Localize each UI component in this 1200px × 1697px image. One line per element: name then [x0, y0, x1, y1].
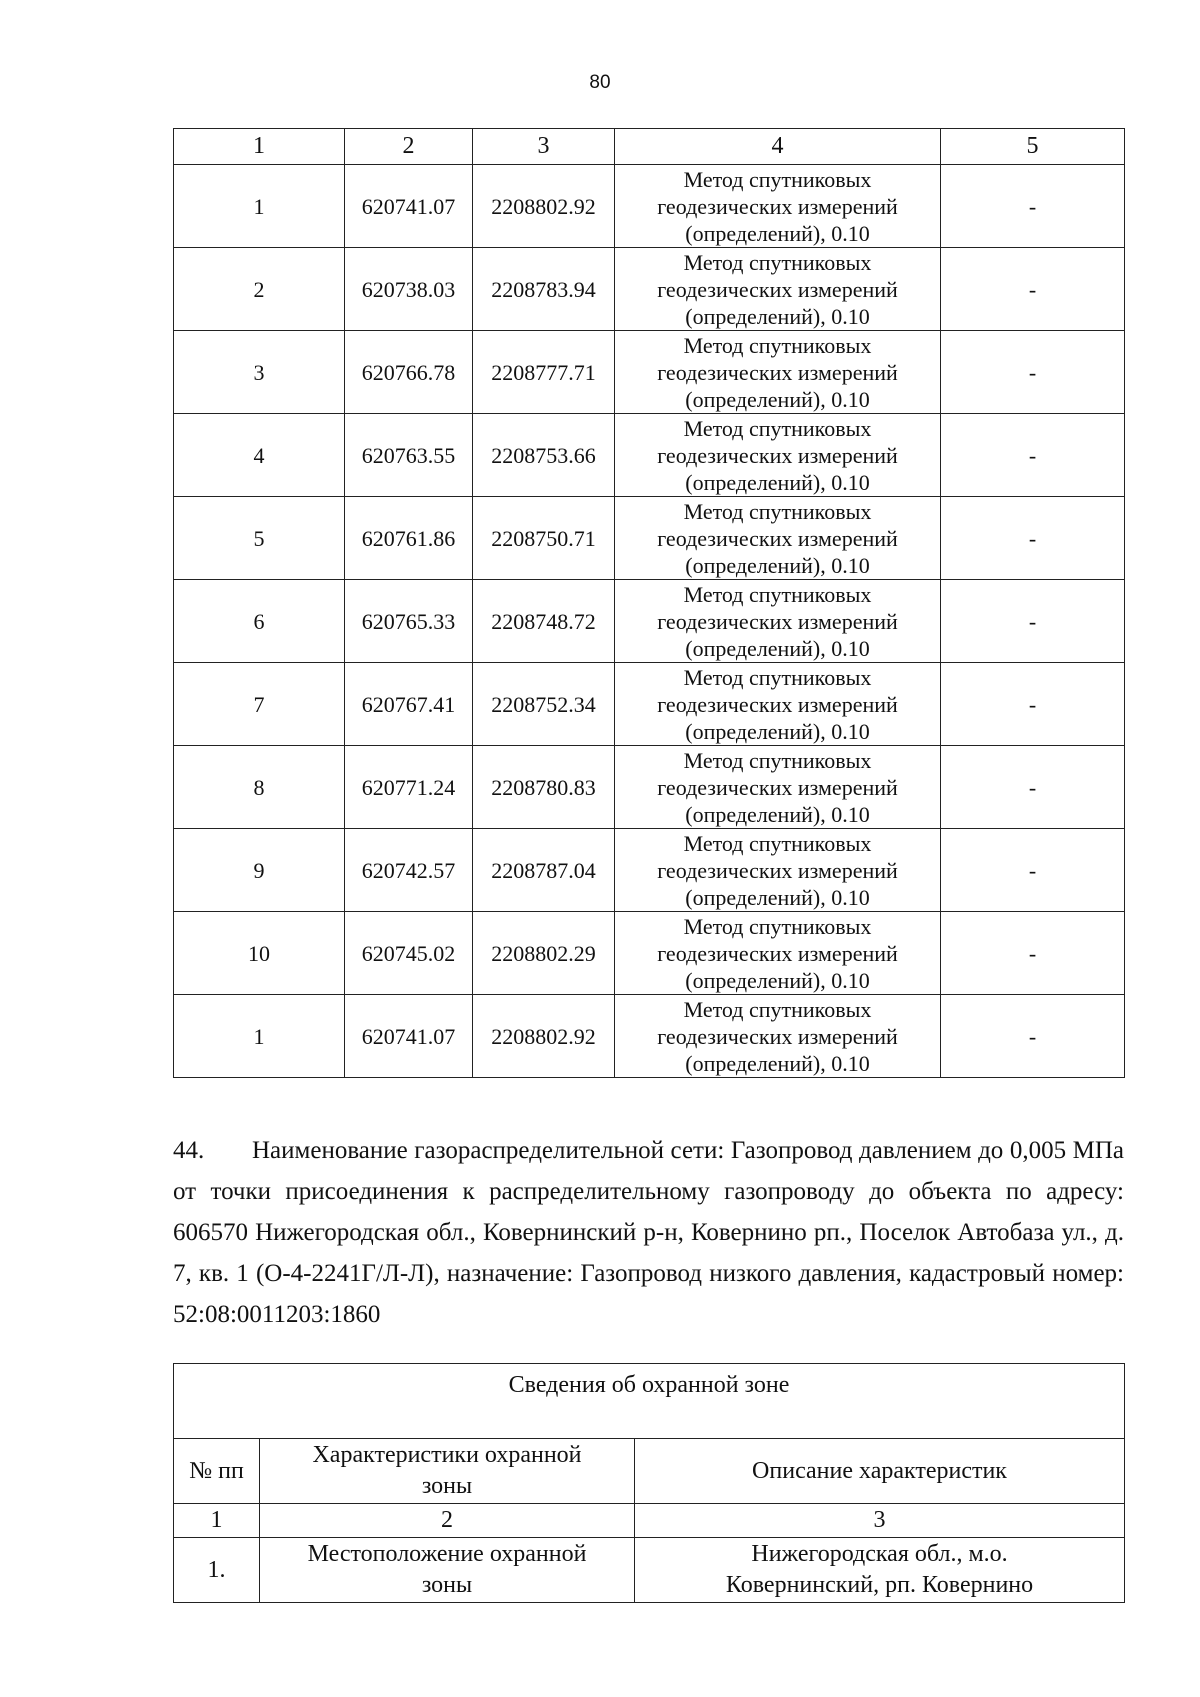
method-line: геодезических измерений — [657, 774, 898, 800]
point-number-cell: 5 — [174, 497, 345, 580]
method-line: геодезических измерений — [657, 442, 898, 468]
method-cell — [615, 995, 941, 1078]
method-line: Метод спутниковых — [683, 581, 872, 607]
method-cell — [615, 414, 941, 497]
method-line: геодезических измерений — [657, 940, 898, 966]
y-coordinate-cell: 2208802.92 — [473, 165, 615, 248]
y-coordinate-cell: 2208802.92 — [473, 995, 615, 1078]
zone-row-description-line: Нижегородская обл., м.о. — [751, 1541, 1008, 1567]
method-cell — [615, 580, 941, 663]
x-coordinate-cell: 620761.86 — [345, 497, 473, 580]
coordinates-header-row — [174, 129, 1125, 165]
section-text: Наименование газораспределительной сети: Газопровод давлением до 0,005 МПа от точки присоединения к распределительному газопроводу до объекта по адресу: 606570 Нижегородская обл., Ковернинский р-н, Ковернино рп., Поселок Автобаза ул., д. 7, кв. 1 (О-4-2241Г/Л-Л), назначение: Газопровод низкого давления, кадастровый номер: 52:08:0011203:1860 — [173, 1137, 1124, 1328]
method-line: (определений), 0.10 — [685, 1050, 870, 1076]
method-line: (определений), 0.10 — [685, 552, 870, 578]
zone-col-number: 3 — [635, 1504, 1125, 1538]
method-line: (определений), 0.10 — [685, 967, 870, 993]
table-row — [174, 497, 1125, 580]
zone-col-characteristic — [260, 1439, 635, 1504]
table-row — [174, 248, 1125, 331]
table-row — [174, 414, 1125, 497]
x-coordinate-cell: 620765.33 — [345, 580, 473, 663]
method-line: Метод спутниковых — [683, 498, 872, 524]
x-coordinate-cell: 620742.57 — [345, 829, 473, 912]
method-line: (определений), 0.10 — [685, 718, 870, 744]
point-number-cell: 7 — [174, 663, 345, 746]
method-line: (определений), 0.10 — [685, 469, 870, 495]
coordinates-table — [173, 128, 1125, 1078]
method-line: (определений), 0.10 — [685, 801, 870, 827]
x-coordinate-cell: 620738.03 — [345, 248, 473, 331]
table-row — [174, 580, 1125, 663]
note-cell: - — [941, 746, 1125, 829]
zone-row-characteristic-line: зоны — [421, 1572, 473, 1598]
note-cell: - — [941, 580, 1125, 663]
x-coordinate-cell: 620771.24 — [345, 746, 473, 829]
method-line: геодезических измерений — [657, 1023, 898, 1049]
zone-col-number: 2 — [260, 1504, 635, 1538]
zone-col-num: № пп — [174, 1439, 260, 1504]
header-cell: 2 — [345, 129, 473, 165]
method-line: геодезических измерений — [657, 276, 898, 302]
method-line: Метод спутниковых — [683, 249, 872, 275]
note-cell: - — [941, 248, 1125, 331]
point-number-cell: 6 — [174, 580, 345, 663]
zone-row-description — [635, 1538, 1125, 1603]
method-line: геодезических измерений — [657, 193, 898, 219]
method-line: Метод спутниковых — [683, 996, 872, 1022]
zone-col-characteristic-line: зоны — [421, 1473, 473, 1499]
note-cell: - — [941, 829, 1125, 912]
point-number-cell: 1 — [174, 995, 345, 1078]
zone-row-description-line: Ковернинский, рп. Ковернино — [725, 1572, 1034, 1598]
x-coordinate-cell: 620745.02 — [345, 912, 473, 995]
table-row — [174, 331, 1125, 414]
table-row — [174, 912, 1125, 995]
point-number-cell: 4 — [174, 414, 345, 497]
method-line: геодезических измерений — [657, 857, 898, 883]
note-cell: - — [941, 663, 1125, 746]
zone-table-title: Сведения об охранной зоне — [174, 1364, 1125, 1439]
method-cell — [615, 165, 941, 248]
header-cell: 3 — [473, 129, 615, 165]
method-cell — [615, 248, 941, 331]
method-line: Метод спутниковых — [683, 747, 872, 773]
method-line: (определений), 0.10 — [685, 220, 870, 246]
table-row — [174, 165, 1125, 248]
method-cell — [615, 663, 941, 746]
method-line: геодезических измерений — [657, 525, 898, 551]
y-coordinate-cell: 2208783.94 — [473, 248, 615, 331]
zone-col-number: 1 — [174, 1504, 260, 1538]
protection-zone-table — [173, 1363, 1125, 1603]
method-line: Метод спутниковых — [683, 664, 872, 690]
method-line: Метод спутниковых — [683, 166, 872, 192]
method-line: (определений), 0.10 — [685, 386, 870, 412]
point-number-cell: 3 — [174, 331, 345, 414]
section-number: 44. — [173, 1137, 205, 1164]
point-number-cell: 10 — [174, 912, 345, 995]
y-coordinate-cell: 2208748.72 — [473, 580, 615, 663]
x-coordinate-cell: 620741.07 — [345, 165, 473, 248]
method-line: (определений), 0.10 — [685, 884, 870, 910]
method-line: Метод спутниковых — [683, 332, 872, 358]
method-cell — [615, 497, 941, 580]
y-coordinate-cell: 2208787.04 — [473, 829, 615, 912]
section-paragraph — [173, 1130, 1124, 1335]
method-line: Метод спутниковых — [683, 830, 872, 856]
x-coordinate-cell: 620767.41 — [345, 663, 473, 746]
zone-row — [174, 1538, 1125, 1603]
method-cell — [615, 746, 941, 829]
method-line: (определений), 0.10 — [685, 303, 870, 329]
point-number-cell: 9 — [174, 829, 345, 912]
note-cell: - — [941, 995, 1125, 1078]
method-cell — [615, 331, 941, 414]
point-number-cell: 8 — [174, 746, 345, 829]
method-line: (определений), 0.10 — [685, 635, 870, 661]
zone-row-num: 1. — [174, 1538, 260, 1603]
header-cell: 4 — [615, 129, 941, 165]
zone-row-characteristic-line: Местоположение охранной — [307, 1541, 587, 1567]
header-cell: 1 — [174, 129, 345, 165]
point-number-cell: 1 — [174, 165, 345, 248]
note-cell: - — [941, 165, 1125, 248]
method-line: геодезических измерений — [657, 359, 898, 385]
method-line: Метод спутниковых — [683, 415, 872, 441]
x-coordinate-cell: 620766.78 — [345, 331, 473, 414]
page-number: 80 — [589, 72, 611, 93]
y-coordinate-cell: 2208752.34 — [473, 663, 615, 746]
x-coordinate-cell: 620763.55 — [345, 414, 473, 497]
method-line: Метод спутниковых — [683, 913, 872, 939]
zone-col-description: Описание характеристик — [635, 1439, 1125, 1504]
note-cell: - — [941, 912, 1125, 995]
method-cell — [615, 912, 941, 995]
table-row — [174, 663, 1125, 746]
method-line: геодезических измерений — [657, 691, 898, 717]
x-coordinate-cell: 620741.07 — [345, 995, 473, 1078]
y-coordinate-cell: 2208750.71 — [473, 497, 615, 580]
note-cell: - — [941, 414, 1125, 497]
y-coordinate-cell: 2208780.83 — [473, 746, 615, 829]
point-number-cell: 2 — [174, 248, 345, 331]
table-row — [174, 829, 1125, 912]
note-cell: - — [941, 497, 1125, 580]
table-row — [174, 995, 1125, 1078]
y-coordinate-cell: 2208777.71 — [473, 331, 615, 414]
table-row — [174, 746, 1125, 829]
y-coordinate-cell: 2208802.29 — [473, 912, 615, 995]
method-line: геодезических измерений — [657, 608, 898, 634]
note-cell: - — [941, 331, 1125, 414]
y-coordinate-cell: 2208753.66 — [473, 414, 615, 497]
header-cell: 5 — [941, 129, 1125, 165]
method-cell — [615, 829, 941, 912]
zone-row-characteristic — [260, 1538, 635, 1603]
zone-col-characteristic-line: Характеристики охранной — [312, 1442, 582, 1468]
